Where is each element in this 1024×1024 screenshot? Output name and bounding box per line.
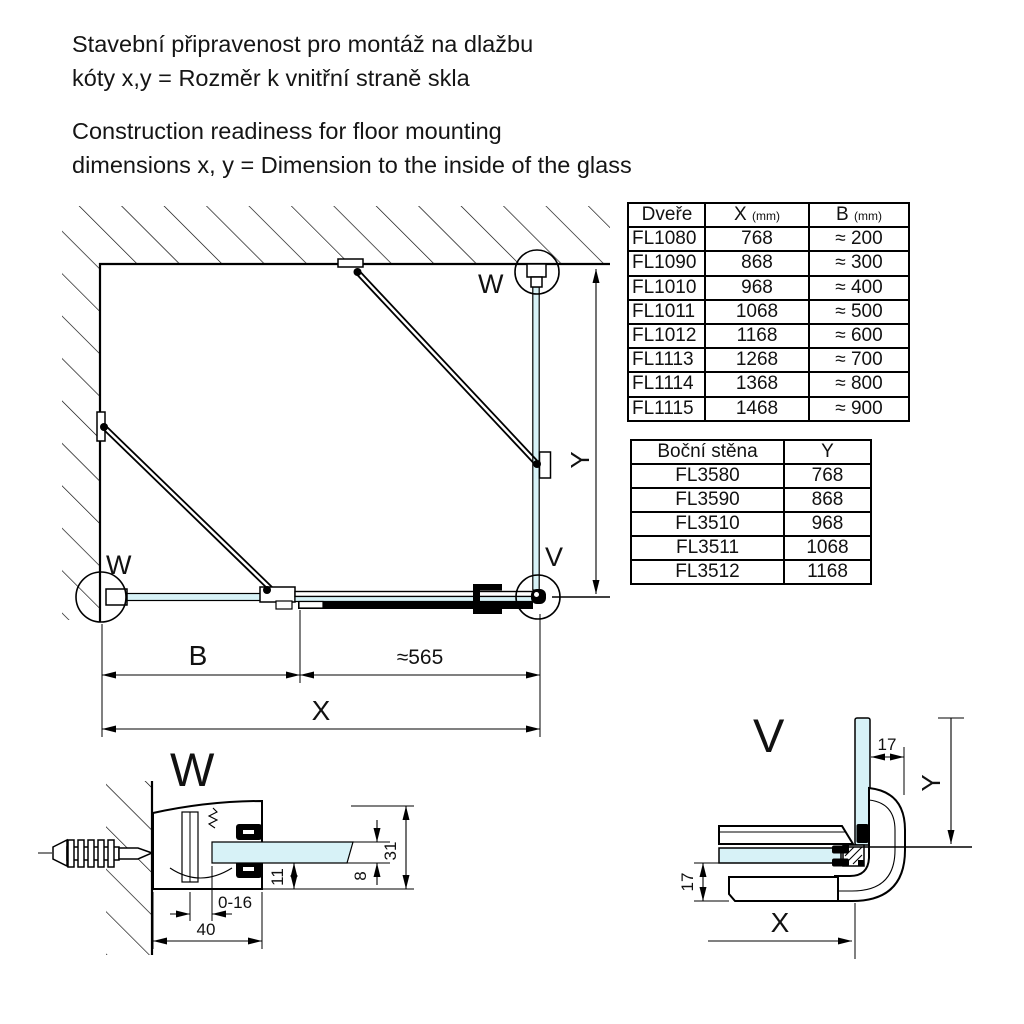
table-row: FL1080 768 ≈ 200 (628, 227, 909, 251)
detail-w-dim-0-16-label: 0-16 (218, 893, 253, 912)
detail-v-title: V (753, 709, 785, 762)
top-wall-mount (527, 264, 546, 287)
table-row: FL3590 868 (631, 488, 871, 512)
plan-label-w-bottom: W (106, 550, 132, 580)
detail-w-dim-8-label: 8 (351, 871, 370, 881)
title-czech-line2: kóty x,y = Rozměr k vnitřní straně skla (72, 65, 470, 91)
side-panels-table (630, 439, 872, 585)
plan-dim-x-label: X (311, 695, 331, 726)
horizontal-panel (719, 826, 853, 901)
hinge-bracket (260, 586, 295, 609)
table-row: FL3510 968 (631, 512, 871, 536)
dimension-bottom (102, 610, 540, 737)
table-row: FL1010 968 ≈ 400 (628, 276, 909, 300)
detail-v-dim-17-top (871, 735, 904, 795)
detail-w-dim-11-label: 11 (268, 868, 287, 886)
detail-v-dim-17-left (678, 863, 729, 901)
bottom-fixed-glass (112, 594, 262, 601)
detail-w-glass (212, 842, 353, 863)
table-row: FL3512 1168 (631, 560, 871, 584)
detail-w-dim-40-label: 40 (196, 920, 216, 939)
detail-w-dim-31-label: 31 (381, 841, 400, 861)
corner-joint (531, 589, 546, 604)
detail-w-dim-11 (268, 863, 294, 889)
detail-v-dim-17-left-label: 17 (678, 872, 697, 892)
doors-col-b: B (mm) (809, 203, 909, 227)
side-table-header (631, 440, 871, 464)
table-row: FL1114 1368 ≈ 800 (628, 372, 909, 396)
title-czech-line1: Stavební připravenost pro montáž na dlažbu (72, 31, 534, 57)
title-english-line1: Construction readiness for floor mounting (72, 118, 502, 144)
plan-label-v: V (545, 542, 564, 572)
table-row: FL1012 1168 ≈ 600 (628, 324, 909, 348)
table-row: FL1011 1068 ≈ 500 (628, 300, 909, 324)
detail-v-dim-17-top-label: 17 (877, 735, 897, 754)
detail-v-dim-x-label: X (770, 907, 790, 938)
detail-w-dim-8 (351, 820, 377, 885)
title-english-line2: dimensions x, y = Dimension to the inside of the glass (72, 152, 632, 178)
side-panel-glass (533, 287, 539, 590)
plan-label-w-top: W (478, 269, 504, 299)
dimension-y (565, 269, 596, 594)
detail-w-view (38, 743, 414, 955)
bottom-wall-mount (106, 589, 127, 605)
doors-table (627, 202, 910, 422)
plan-dim-565-label: ≈565 (396, 646, 444, 669)
detail-v-dim-y (916, 718, 964, 844)
plan-dim-y-label: Y (565, 451, 595, 469)
side-col-model: Boční stěna (631, 440, 784, 464)
detail-w-title: W (170, 743, 215, 796)
doors-col-model: Dveře (628, 203, 705, 227)
door-closed (295, 592, 533, 610)
door-open-top (338, 259, 551, 478)
doors-table-header (628, 203, 909, 227)
doors-col-x: X (mm) (705, 203, 809, 227)
plan-view (62, 206, 610, 737)
table-row: FL1115 1468 ≈ 900 (628, 397, 909, 421)
plan-dim-b-label: B (188, 640, 208, 671)
detail-w-wall-hatching (106, 781, 152, 955)
table-row: FL1113 1268 ≈ 700 (628, 348, 909, 372)
detail-v-view (678, 709, 972, 959)
table-row: FL3511 1068 (631, 536, 871, 560)
table-row: FL3580 768 (631, 464, 871, 488)
side-col-y: Y (784, 440, 871, 464)
detail-v-dim-y-label: Y (916, 774, 946, 792)
table-row: FL1090 868 ≈ 300 (628, 251, 909, 275)
detail-v-dim-x (708, 903, 855, 959)
